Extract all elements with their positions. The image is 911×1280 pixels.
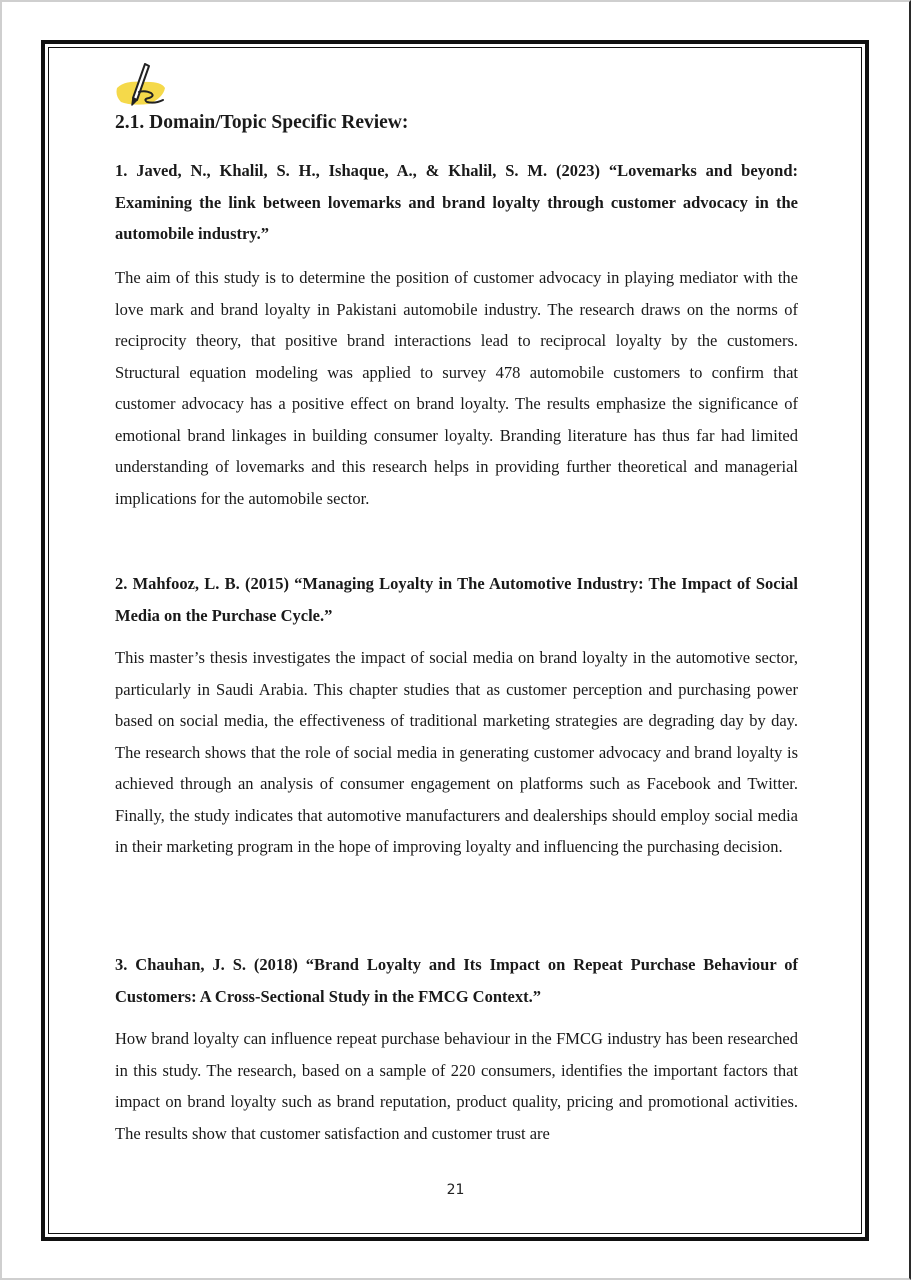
pen-highlight-icon: [113, 60, 169, 110]
reference-1-citation: 1. Javed, N., Khalil, S. H., Ishaque, A., & Khalil, S. M. (2023) “Lovemarks and beyond: Examining the link between lovemarks and brand loyalty through customer advocacy in the automobile industry.”: [115, 161, 798, 243]
reference-3-citation: 3. Chauhan, J. S. (2018) “Brand Loyalty and Its Impact on Repeat Purchase Behaviour of Customers: A Cross-Sectional Study in the FMCG Context.”: [115, 955, 798, 1006]
reference-2-summary: This master’s thesis investigates the impact of social media on brand loyalty in the automotive sector, particularly in Saudi Arabia. This chapter studies that as customer perception and purchasing power based on social media, the effectiveness of traditional marketing strategies are degrading day by day. The research shows that the role of social media in generating customer advocacy and brand loyalty is achieved through an analysis of consumer engagement on platforms such as Facebook and Twitter. Finally, the study indicates that automotive manufacturers and dealerships should employ social media in their marketing program in the hope of improving loyalty and influencing the purchasing decision.: [115, 648, 798, 856]
section-title: 2.1. Domain/Topic Specific Review:: [115, 112, 409, 133]
page-number: 21: [446, 1182, 465, 1198]
reference-3-summary: How brand loyalty can influence repeat purchase behaviour in the FMCG industry has been researched in this study. The research, based on a sample of 220 consumers, identifies the important factors that impact on brand loyalty such as brand reputation, product quality, pricing and promotional activities. The results show that customer satisfaction and customer trust are: [115, 1029, 798, 1143]
reference-1-summary: The aim of this study is to determine the position of customer advocacy in playing mediator with the love mark and brand loyalty in Pakistani automobile industry. The research draws on the norms of reciprocity theory, that positive brand interactions lead to reciprocal loyalty by the customers. Structural equation modeling was applied to survey 478 automobile customers to confirm that customer advocacy has a positive effect on brand loyalty. The results emphasize the significance of emotional brand linkages in building consumer loyalty. Branding literature has thus far had limited understanding of lovemarks and this research helps in providing further theoretical and managerial implications for the automobile sector.: [115, 268, 798, 508]
reference-2-citation: 2. Mahfooz, L. B. (2015) “Managing Loyalty in The Automotive Industry: The Impact of Social Media on the Purchase Cycle.”: [115, 574, 798, 625]
